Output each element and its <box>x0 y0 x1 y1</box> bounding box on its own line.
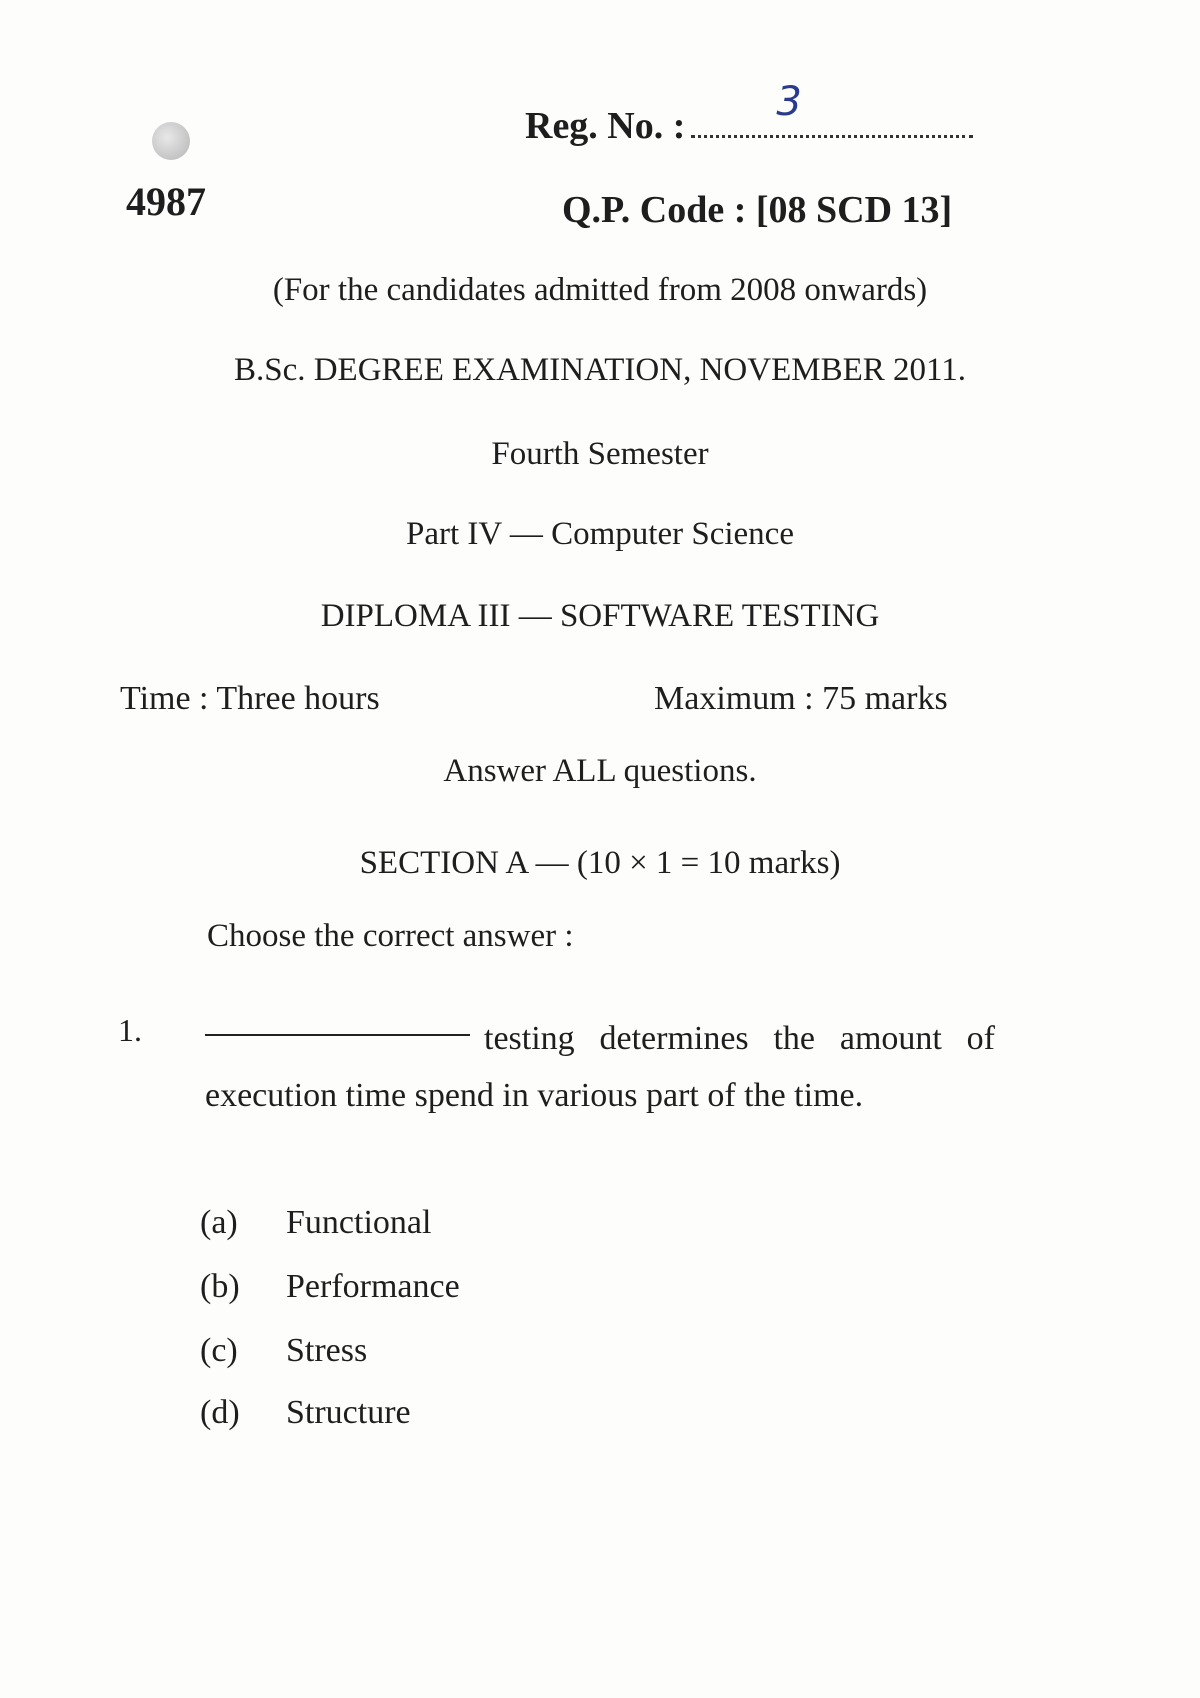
semester: Fourth Semester <box>491 436 709 472</box>
reg-number <box>525 79 973 148</box>
question-text <box>205 1010 995 1124</box>
option-text: Stress <box>286 1332 368 1369</box>
option-c <box>200 1332 367 1370</box>
answer-instruction: Answer ALL questions. <box>443 753 757 789</box>
admission-note: (For the candidates admitted from 2008 onwards) <box>272 272 928 308</box>
time-allowed: Time : Three hours <box>120 680 380 717</box>
option-d <box>200 1394 411 1432</box>
reg-number-handwritten: 3 <box>776 79 802 125</box>
option-b <box>200 1268 460 1306</box>
subject-title: DIPLOMA III — SOFTWARE TESTING <box>320 598 880 634</box>
option-text: Functional <box>286 1204 432 1241</box>
option-label: (c) <box>200 1332 238 1369</box>
option-text: Performance <box>286 1268 460 1305</box>
section-instruction: Choose the correct answer : <box>207 918 574 954</box>
exam-title: B.Sc. DEGREE EXAMINATION, NOVEMBER 2011. <box>233 352 967 388</box>
seal-stamp-icon <box>152 122 190 160</box>
question-text-body: testing determines the amount of execution time spend in various part of the time. <box>205 1020 995 1114</box>
option-label: (a) <box>200 1204 238 1241</box>
reg-label: Reg. No. : <box>525 105 686 147</box>
question-number: 1. <box>118 1012 142 1048</box>
part-title: Part IV — Computer Science <box>406 516 794 552</box>
option-label: (b) <box>200 1268 240 1305</box>
reg-number-field <box>691 79 973 138</box>
paper-number: 4987 <box>126 179 206 224</box>
option-a <box>200 1204 431 1242</box>
qp-code: Q.P. Code : [08 SCD 13] <box>562 189 953 231</box>
section-heading: SECTION A — (10 × 1 = 10 marks) <box>359 845 841 881</box>
answer-blank <box>205 1034 470 1036</box>
option-text: Structure <box>286 1394 411 1431</box>
maximum-marks: Maximum : 75 marks <box>654 680 948 717</box>
option-label: (d) <box>200 1394 240 1431</box>
